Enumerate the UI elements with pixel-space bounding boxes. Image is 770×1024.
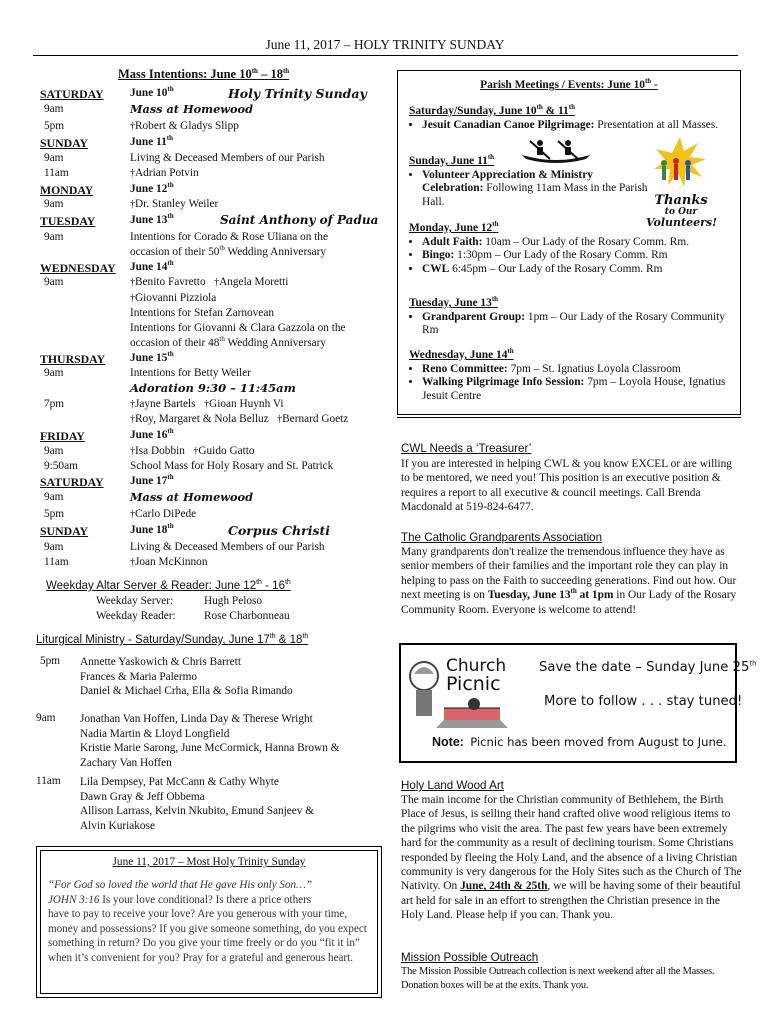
server-label: Weekday Server: [96, 595, 174, 607]
cross-icon: † [130, 121, 135, 132]
day-label-wednesday: WEDNESDAY [40, 261, 116, 275]
thanks-volunteers-text: Thanks to Our Volunteers! [646, 193, 717, 229]
day-label-monday: MONDAY [40, 183, 94, 197]
mission-body: The Mission Possible Outreach collection is next weekend after all the Masses. Donation boxes will be at the exits. Thank you. [401, 966, 715, 992]
event-item: • Bingo: 1:30pm – Our Lady of the Rosary Comm. Rm [422, 249, 729, 263]
grandparents-heading: The Catholic Grandparents Association [401, 531, 603, 544]
intention: Intentions for Betty Weiler [130, 367, 251, 379]
date-label: June 10th [130, 85, 174, 99]
event-section: Sunday, June 11th • Volunteer Appreciation & Ministry Celebration: Following 11am Mass in the Parish Hall. [409, 155, 649, 209]
ministry-names: Annette Yaskowich & Chris Barrett Frances & Maria Palermo Daniel & Michael Crha, Ella & Sofia Rimando [80, 656, 293, 698]
cross-icon: † [130, 293, 135, 304]
cross-icon: † [204, 399, 210, 410]
event-item: • CWL 6:45pm – Our Lady of the Rosary Comm. Rm [422, 263, 729, 277]
event-item: • Jesuit Canadian Canoe Pilgrimage: Presentation at all Masses. [422, 119, 729, 133]
intention: Living & Deceased Members of our Parish [130, 152, 325, 164]
cross-icon: † [130, 399, 135, 410]
date-label: June 16th [130, 427, 174, 441]
intention: †Carlo DiPede [130, 508, 197, 520]
mass-intentions-heading: Mass Intentions: June 10th – 18th [118, 66, 290, 81]
cross-icon: † [130, 557, 135, 568]
mass-time: 9am [44, 231, 64, 243]
adoration-label: Adoration 9:30 – 11:45am [130, 381, 296, 395]
event-item: • Grandparent Group: 1pm – Our Lady of the Rosary Community Rm [422, 311, 729, 338]
intention: Intentions for Giovanni & Clara Gazzola on the [130, 322, 346, 334]
cross-icon: † [193, 446, 199, 457]
intention: †Dr. Stanley Weiler [130, 198, 219, 210]
page-title: June 11, 2017 – HOLY TRINITY SUNDAY [265, 37, 505, 52]
mass-time: 5pm [44, 508, 65, 520]
feast-label: Corpus Christi [228, 523, 331, 538]
holy-land-body: The main income for the Christian community of Bethlehem, the Birth Place of Jesus, is selling their hand crafted olive wood religious items to the pilgrims who visit the area. The past few years have been extremely hard for the community as a result of declining tourism. Some Christians responded by fleeing the Holy Land, and the absence of a living Christian community is very dangerous for the Holy Sites such as the Church of The Nativity. On June, 24th & 25th, we will be having some of their beautiful art held for sale in an effort to strengthen the Christian presence in the Holy Land. Please help if you can. Thank you. [401, 794, 742, 922]
event-item: • Volunteer Appreciation & Ministry Celebration: Following 11am Mass in the Parish Hall. [422, 169, 649, 210]
mass-time: 9am [44, 541, 64, 553]
intention: Living & Deceased Members of our Parish [130, 541, 325, 553]
intention: School Mass for Holy Rosary and St. Patrick [130, 460, 334, 472]
mass-time: 9am [44, 152, 64, 164]
server-name: Hugh Peloso [204, 595, 263, 607]
mass-time: 9am [44, 491, 64, 503]
quote-body: “For God so loved the world that He gave His only Son…” JOHN 3:16 Is your love conditional? Is there a price others have to pay to receive your love? Are you generous with your time, money and possessions? If you give someone something, do you expect something in return? Do you give your time freely or do you “fit it in” when it’s convenient for you? Pray for a grateful and generous heart. [48, 879, 367, 964]
mass-time: 7pm [44, 398, 65, 410]
date-label: June 17th [130, 473, 174, 487]
intention: †Joan McKinnon [130, 556, 208, 568]
event-item: • Reno Committee: 7pm – St. Ignatius Loyola Classroom [422, 363, 729, 377]
liturgical-heading: Liturgical Ministry - Saturday/Sunday, June 17th & 18th [36, 633, 309, 646]
cross-icon: † [214, 277, 220, 288]
cross-icon: † [130, 414, 135, 425]
day-label-saturday: SATURDAY [40, 87, 104, 101]
intention: †Robert & Gladys Slipp [130, 120, 239, 132]
ministry-time: 9am [36, 712, 56, 724]
intention: †Adrian Potvin [130, 167, 199, 179]
mass-time: 9:50am [44, 460, 78, 472]
cross-icon: † [130, 199, 135, 210]
date-label: June 14th [130, 259, 174, 273]
event-section: Monday, June 12th • Adult Faith: 10am – Our Lady of the Rosary Comm. Rm. • Bingo: 1:30pm – Our Lady of the Rosary Comm. Rm • CWL 6:45pm – Our Lady of the Rosary Comm. Rm [409, 222, 729, 276]
date-label: June 11th [130, 134, 173, 148]
mass-time: 9am [44, 198, 64, 210]
day-label-sunday: SUNDAY [40, 524, 89, 538]
event-section: Wednesday, June 14th • Reno Committee: 7pm – St. Ignatius Loyola Classroom • Walking Pilgrimage Info Session: 7pm – Loyola House, Ignatius Jesuit Centre [409, 349, 729, 403]
cross-icon: † [130, 446, 135, 457]
picnic-logo-text: Church Picnic [446, 656, 507, 695]
title-divider [33, 55, 738, 56]
ministry-time: 11am [36, 775, 61, 787]
day-label-tuesday: TUESDAY [40, 214, 96, 228]
mass-time: 11am [44, 167, 69, 179]
cross-icon: † [130, 509, 135, 520]
altar-server-heading: Weekday Altar Server & Reader: June 12th - 16th [46, 579, 291, 592]
date-label: June 13th [130, 212, 174, 226]
mission-heading: Mission Possible Outreach [401, 951, 539, 964]
intention: Intentions for Corado & Rose Uliana on the [130, 231, 328, 243]
cwl-heading: CWL Needs a ‘Treasurer’ [401, 442, 532, 455]
day-label-friday: FRIDAY [40, 429, 85, 443]
cross-icon: † [130, 168, 135, 179]
intention: occasion of their 48th Wedding Anniversary [130, 335, 327, 349]
mass-time: 9am [44, 445, 64, 457]
reader-name: Rose Charbonneau [204, 610, 290, 622]
intention: Mass at Homewood [130, 490, 253, 504]
reader-label: Weekday Reader: [96, 610, 176, 622]
mass-time: 9am [44, 276, 64, 288]
grandparents-body: Many grandparents don't realize the tremendous influence they have as senior members of their families and the important role they can play in helping to pass on the Faith to succeeding generations. Find out how. Our next meeting is on Tuesday, June 13th at 1pm in Our Lady of the Rosary Community Room. Everyone is welcome to attend! [401, 546, 737, 616]
mass-time: 5pm [44, 120, 65, 132]
ministry-time: 5pm [40, 655, 61, 667]
date-label: June 18th [130, 522, 174, 536]
event-item: • Walking Pilgrimage Info Session: 7pm – Loyola House, Ignatius Jesuit Centre [422, 376, 729, 403]
mass-time: 9am [44, 367, 64, 379]
intention: occasion of their 50th Wedding Anniversary [130, 244, 327, 258]
picnic-note: Note: Picnic has been moved from August to June. [432, 735, 727, 749]
mass-time: 9am [44, 103, 64, 115]
intention: †Isa Dobbin †Guido Gatto [130, 445, 255, 457]
volunteer-sun-icon [650, 135, 710, 195]
event-section: Saturday/Sunday, June 10th & 11th • Jesuit Canadian Canoe Pilgrimage: Presentation at all Masses. [409, 105, 729, 132]
parish-events-heading: Parish Meetings / Events: June 10th - [480, 77, 658, 91]
cross-icon: † [130, 277, 135, 288]
day-label-saturday: SATURDAY [40, 475, 104, 489]
intention: †Benito Favretto †Angela Moretti [130, 276, 289, 288]
intention: Intentions for Stefan Zarnovean [130, 307, 274, 319]
date-label: June 15th [130, 350, 174, 364]
mass-time: 11am [44, 556, 69, 568]
picnic-save-date: Save the date – Sunday June 25th [539, 659, 757, 675]
date-label: June 12th [130, 181, 174, 195]
cross-icon: † [277, 414, 283, 425]
intention: †Roy, Margaret & Nola Belluz †Bernard Goetz [130, 413, 349, 425]
cwl-body: If you are interested in helping CWL & you know EXCEL or are willing to be mentored, we need you! This position is an executive position & requires a report to all executive & council meetings. Call Brenda Macdonald at 519-824-6477. [401, 458, 732, 514]
parish-events-box-shadow [397, 417, 741, 418]
holy-land-heading: Holy Land Wood Art [401, 779, 504, 792]
feast-label: Saint Anthony of Padua [220, 213, 379, 227]
day-label-sunday: SUNDAY [40, 136, 89, 150]
feast-label: Holy Trinity Sunday [228, 86, 367, 101]
day-label-thursday: THURSDAY [40, 352, 106, 366]
intention: †Jayne Bartels †Gioan Huynh Vi [130, 398, 284, 410]
ministry-names: Jonathan Van Hoffen, Linda Day & Therese Wright Nadia Martin & Lloyd Longfield Kristie Marie Sarong, June McCormick, Hanna Brown & Zachary Van Hoffen [80, 713, 340, 769]
event-section: Tuesday, June 13th • Grandparent Group: 1pm – Our Lady of the Rosary Community Rm [409, 297, 729, 338]
picnic-more: More to follow . . . stay tuned! [544, 694, 743, 709]
quote-heading: June 11, 2017 – Most Holy Trinity Sunday [112, 856, 306, 868]
intention: †Giovanni Pizziola [130, 292, 217, 304]
ministry-names: Lila Dempsey, Pat McCann & Cathy Whyte Dawn Gray & Jeff Obbema Allison Larrass, Kelvin Nkubito, Emund Sanjeev & Alvin Kuriakose [80, 776, 315, 832]
intention: Mass at Homewood [130, 102, 253, 116]
event-item: • Adult Faith: 10am – Our Lady of the Rosary Comm. Rm. [422, 236, 729, 250]
